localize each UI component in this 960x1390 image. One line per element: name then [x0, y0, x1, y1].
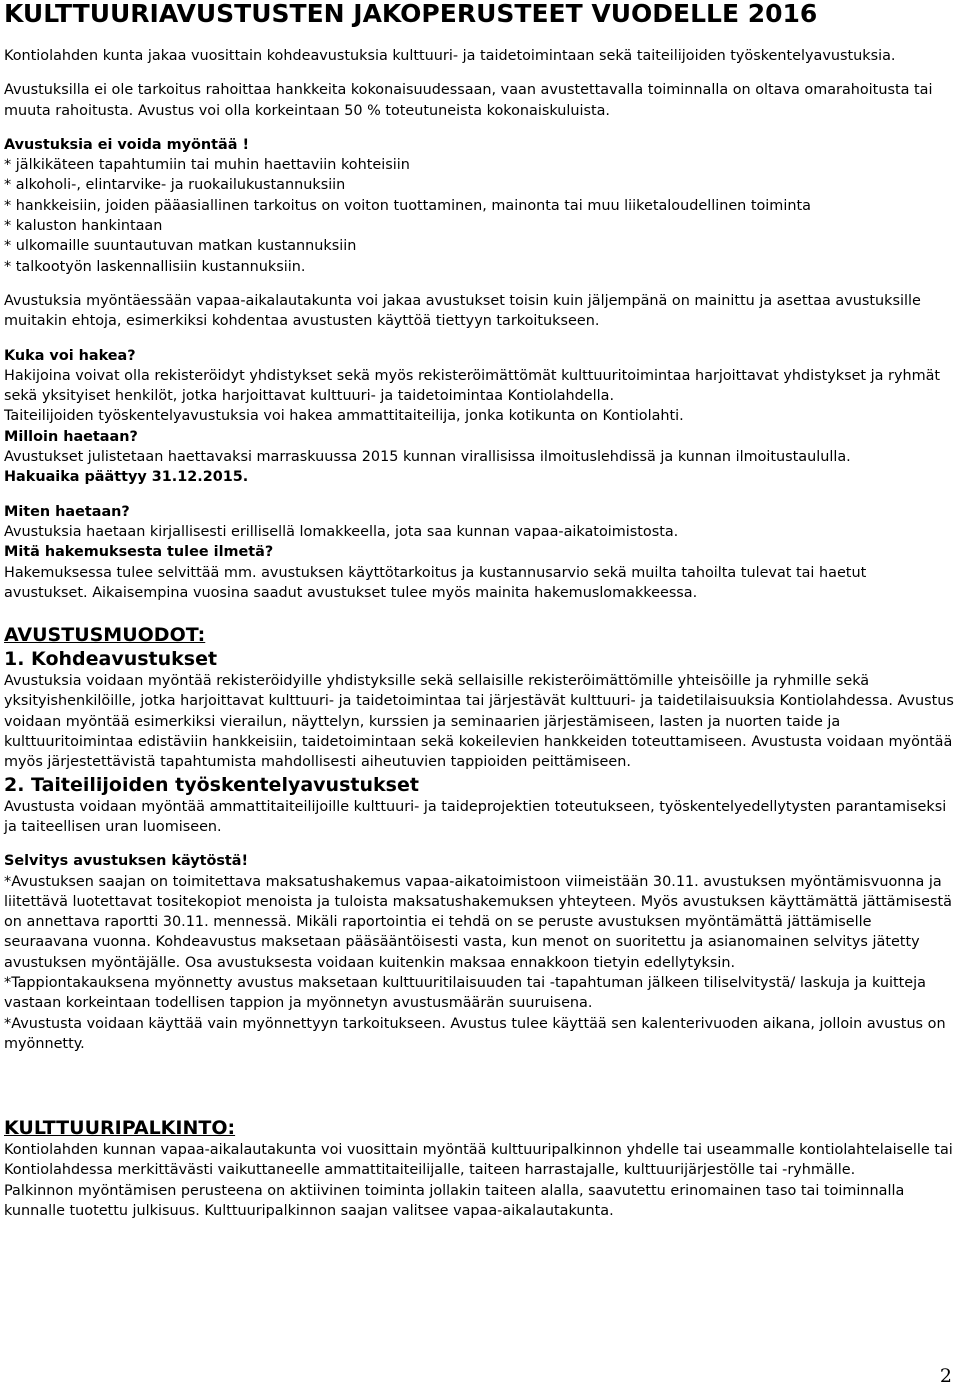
- list-item: * ulkomaille suuntautuvan matkan kustannuksiin: [4, 238, 357, 255]
- award-heading: KULTTUURIPALKINTO:: [4, 1117, 236, 1140]
- forms-item1-title: 1. Kohdeavustukset: [4, 648, 218, 671]
- who-text-artists: Taiteilijoiden työskentelyavustuksia voi hakea ammattitaiteilija, jonka kotikunta on Kontiolahti.: [4, 408, 684, 425]
- not-granted-heading: Avustuksia ei voida myöntää !: [4, 136, 250, 153]
- report-paragraph: *Avustuksen saajan on toimitettava maksatushakemus vapaa-aikatoimistoon viimeistään 30.11. avustuksen myöntämisvuonna ja liitettävä luotettavat tositekopiot menoista ja tuloista maksatushakemuksen yhteyteen. Myös avustuksen käyttämättä jättämisestä on annettava raportti 30.11. mennessä. Mikäli raportointia ei tehdä on se peruste avustuksen myöntämättä jättämiselle seuraavana vuonna. Kohdeavustus maksetaan pääsääntöisesti vasta, kun menot on suoritettu ja asianomainen selvitys jätetty avustuksen myöntäjälle. Osa avustuksesta voidaan kuitenkin maksaa ennakkoon tietyin edellytyksin.: [4, 873, 952, 971]
- who-text: Hakijoina voivat olla rekisteröidyt yhdistykset sekä myös rekisteröimättömät kulttuuritoimintaa harjoittavat yhdistykset ja ryhmät sekä yksityiset henkilöt, jotka harjoittavat kulttuuri- ja taidetoimintaa Kontiolahdella.: [4, 367, 941, 405]
- page-number: 2: [939, 1365, 952, 1387]
- document-title: KULTTUURIAVUSTUSTEN JAKOPERUSTEET VUODELLE 2016: [4, 0, 818, 28]
- what-text: Hakemuksessa tulee selvittää mm. avustuksen käyttötarkoitus ja kustannusarvio sekä muilta tahoilta tulevat tai haetut avustukset. Aikaisempina vuosina saadut avustukset tulee myös mainita hakemuslomakkeessa.: [4, 564, 867, 601]
- award-paragraph: Palkinnon myöntämisen perusteena on aktiivinen toiminta jollakin taiteen alalla, saavutettu erinomainen taso tai toiminnalla kunnalle tuotettu julkisuus. Kulttuuripalkinnon saajan valitsee vapaa-aikalautakunta.: [4, 1182, 905, 1220]
- list-item: * jälkikäteen tapahtumiin tai muhin haettaviin kohteisiin: [4, 157, 410, 174]
- when-text: Avustukset julistetaan haettavaksi marraskuussa 2015 kunnan virallisissa ilmoituslehdissä ja kunnan ilmoitustaululla.: [4, 449, 851, 466]
- report-heading: Selvitys avustuksen käytöstä!: [4, 853, 249, 870]
- list-item: * talkootyön laskennallisiin kustannuksiin.: [4, 258, 306, 275]
- what-heading: Mitä hakemuksesta tulee ilmetä?: [4, 544, 274, 561]
- award-paragraph: Kontiolahden kunnan vapaa-aikalautakunta voi vuosittain myöntää kulttuuripalkinnon yhdelle tai useammalle kontiolahtelaiselle tai Kontiolahdessa merkittävästi vaikuttaneelle ammattitaiteilijalle, taiteen harrastajalle, kulttuurijärjestölle tai -ryhmälle.: [4, 1142, 953, 1179]
- how-heading: Miten haetaan?: [4, 503, 130, 520]
- document: [4, 0, 954, 1221]
- report-paragraph: *Avustusta voidaan käyttää vain myönnettyyn tarkoitukseen. Avustus tulee käyttää sen kalenterivuoden aikana, jolloin avustus on myönnetty.: [4, 1015, 946, 1052]
- forms-heading: AVUSTUSMUODOT:: [4, 624, 206, 647]
- who-heading: Kuka voi hakea?: [4, 347, 136, 364]
- report-paragraph: *Tappiontakauksena myönnetty avustus maksetaan kulttuuritilaisuuden tai -tapahtuman jälkeen tiliselvitystä/ laskuja ja kuitteja vastaan korkeintaan todellisen tappion ja myönnetyn avustusmäärän suuruisena.: [4, 974, 926, 1012]
- how-text: Avustuksia haetaan kirjallisesti erillisellä lomakkeella, jota saa kunnan vapaa-aikatoimistosta.: [4, 523, 679, 540]
- intro-paragraph: Kontiolahden kunta jakaa vuosittain kohdeavustuksia kulttuuri- ja taidetoimintaan sekä taiteilijoiden työskentelyavustuksia.: [4, 48, 896, 64]
- purpose-paragraph: Avustuksilla ei ole tarkoitus rahoittaa hankkeita kokonaisuudessaan, vaan avustettavalla toiminnalla on oltava omarahoitusta tai muuta rahoitusta. Avustus voi olla korkeintaan 50 % toteutuneista kokonaiskuluista.: [4, 82, 933, 119]
- forms-item2-title: 2. Taiteilijoiden työskentelyavustukset: [4, 773, 419, 796]
- list-item: * kaluston hankintaan: [4, 218, 163, 235]
- when-heading: Milloin haetaan?: [4, 428, 138, 445]
- list-item: * alkoholi-, elintarvike- ja ruokailukustannuksiin: [4, 177, 346, 194]
- forms-item2-text: Avustusta voidaan myöntää ammattitaiteilijoille kulttuuri- ja taideprojektien toteutukseen, työskentelyedellytysten parantamiseksi ja taiteellisen uran luomiseen.: [4, 798, 947, 835]
- list-item: * hankkeisiin, joiden pääasiallinen tarkoitus on voiton tuottaminen, mainonta tai muu liiketaloudellinen toiminta: [4, 197, 811, 214]
- deadline-text: Hakuaika päättyy 31.12.2015.: [4, 469, 249, 486]
- forms-item1-text: Avustuksia voidaan myöntää rekisteröidyille yhdistyksille sekä sellaisille rekisteröimättömille yhteisöille ja ryhmille sekä yksityishenkilöille, jotka harjoittavat kulttuuri- ja taidetoimintaa tai järjestävät kulttuuri- ja taidetilaisuuksia Kontiolahdessa. Avustus voidaan myöntää esimerkiksi vierailun, näyttelyn, kurssien ja seminaarien järjestämiseen, lasten ja nuorten taide ja kulttuuritoimintaa edistäviin hankkeisiin, taidetoimintaan sekä kokeilevien hankkeiden toteuttamiseen. Avustusta voidaan myöntää myös järjestettävistä tapahtumista mahdollisesti aiheutuvien tappioiden peittämiseen.: [4, 673, 954, 771]
- conditions-paragraph: Avustuksia myöntäessään vapaa-aikalautakunta voi jakaa avustukset toisin kuin jäljempänä on mainittu ja asettaa avustuksille muitakin ehtoja, esimerkiksi kohdentaa avustusten käyttöä tiettyyn tarkoitukseen.: [4, 292, 921, 330]
